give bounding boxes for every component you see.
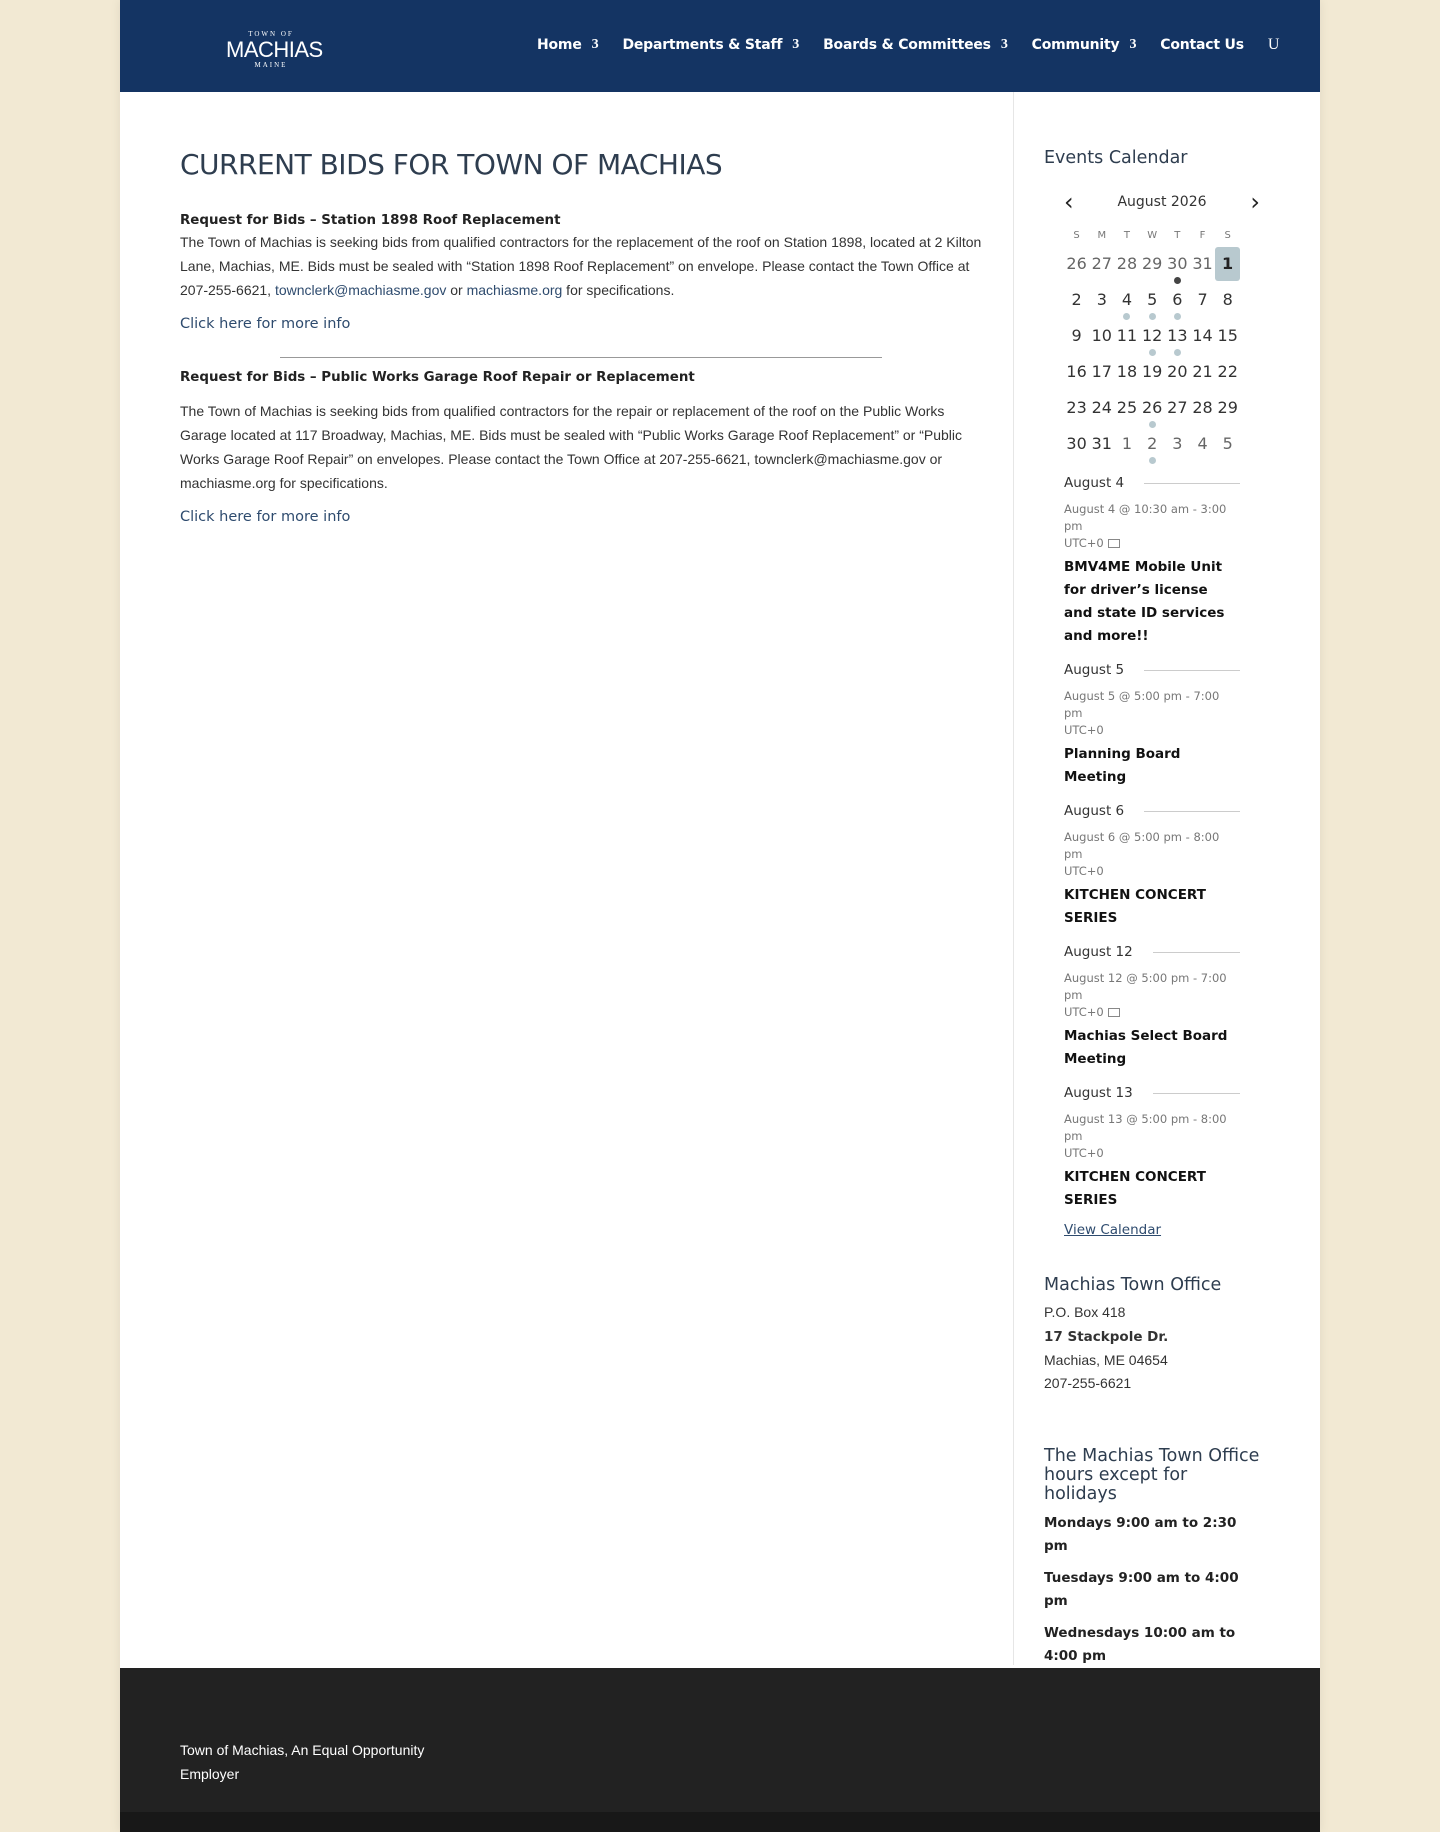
sidebar-divider (1013, 92, 1014, 1665)
day-number: 9 (1071, 326, 1082, 345)
logo-name: MACHIAS (226, 37, 323, 62)
calendar-day[interactable] (1064, 359, 1089, 389)
calendar-week (1064, 251, 1240, 277)
bid-1-body: The Town of Machias is seeking bids from qualified contractors for the replacement of the roof on Station 1898, located at 2 Kilton Lane, Machias, ME. Bids must be sealed with “Station 1898 Roof Replacement” on envelope. Please contact the Town Office at 207-255-6621, townclerk@machiasme.gov or machiasme.org for specifications. (180, 234, 982, 298)
hours-wednesday: Wednesdays 10:00 am to 4:00 pm (1044, 1625, 1236, 1664)
calendar-week (1064, 359, 1240, 385)
event-dot-icon (1174, 349, 1181, 356)
weekday-label: F (1199, 230, 1206, 241)
day-number: 29 (1141, 254, 1163, 273)
event-timezone: UTC+0 (1064, 536, 1104, 550)
day-number: 30 (1167, 254, 1188, 273)
office-info (1044, 1275, 1264, 1395)
day-number: 4 (1121, 290, 1133, 309)
chevron-down-icon: 3 (591, 37, 599, 52)
email-link[interactable]: townclerk@machiasme.gov (274, 282, 447, 298)
calendar-day[interactable] (1114, 287, 1139, 317)
calendar-heading: Events Calendar (1044, 148, 1188, 168)
day-number: 1 (1222, 254, 1234, 273)
calendar-month: August 2026 (1117, 194, 1207, 210)
day-number: 22 (1217, 362, 1238, 381)
hours-monday: Mondays 9:00 am to 2:30 pm (1044, 1515, 1237, 1554)
day-number: 18 (1116, 362, 1138, 381)
event-dot-icon (1149, 421, 1156, 428)
logo-bottom: MAINE (254, 61, 288, 69)
nav-home[interactable]: Home 3 (537, 37, 599, 53)
day-number: 27 (1091, 254, 1112, 273)
calendar-day[interactable] (1215, 287, 1240, 317)
calendar-day[interactable] (1190, 359, 1215, 389)
event-dot-icon (1123, 313, 1130, 320)
event-date-heading (1064, 944, 1240, 960)
nav-community[interactable]: Community 3 (1031, 37, 1137, 53)
event-timezone: UTC+0 (1064, 864, 1104, 878)
day-number: 11 (1116, 326, 1138, 345)
bid-2-title: Request for Bids – Public Works Garage Roof Repair or Replacement (180, 370, 695, 385)
event-dot-icon (1174, 277, 1181, 284)
bid-1 (180, 213, 982, 333)
calendar-day[interactable] (1114, 395, 1139, 425)
footer-bottom-bar (120, 1812, 1320, 1832)
event-date: August 13 (1064, 1085, 1133, 1101)
recurring-icon (1108, 539, 1120, 548)
bid-2 (180, 370, 982, 526)
calendar-day[interactable] (1165, 323, 1190, 353)
calendar-day[interactable] (1114, 359, 1139, 389)
nav-boards-committees[interactable]: Boards & Committees 3 (823, 37, 1008, 53)
event-title-link[interactable]: KITCHEN CONCERT SERIES (1064, 1169, 1206, 1208)
event-time (1064, 688, 1240, 739)
calendar-week (1064, 323, 1240, 349)
calendar-day[interactable] (1089, 287, 1114, 317)
calendar-day[interactable] (1190, 251, 1215, 281)
chevron-down-icon: 3 (1129, 37, 1137, 52)
calendar-day[interactable] (1215, 431, 1240, 461)
calendar-day[interactable] (1165, 287, 1190, 317)
hours-tuesday: Tuesdays 9:00 am to 4:00 pm (1044, 1570, 1239, 1609)
event-title-link[interactable]: Planning Board Meeting (1064, 746, 1181, 785)
view-calendar-link[interactable]: View Calendar (1064, 1222, 1162, 1238)
day-number: 30 (1066, 434, 1087, 453)
date-divider (1144, 670, 1240, 671)
office-po-box: P.O. Box 418 (1044, 1304, 1126, 1320)
day-number: 24 (1091, 398, 1112, 417)
calendar-day-today[interactable] (1215, 247, 1240, 281)
bid-1-more-link[interactable]: Click here for more info (180, 316, 351, 332)
day-number: 16 (1066, 362, 1087, 381)
event-time (1064, 970, 1240, 1021)
event-date: August 6 (1064, 803, 1125, 819)
day-number: 21 (1192, 362, 1213, 381)
weekday-label: M (1097, 230, 1107, 241)
calendar-week (1064, 395, 1240, 421)
event-dot-icon (1174, 313, 1181, 320)
site-logo[interactable] (226, 30, 323, 70)
event-item (1064, 475, 1240, 648)
weekday-label: T (1123, 230, 1131, 241)
page-title: CURRENT BIDS FOR TOWN OF MACHIAS (180, 148, 723, 181)
date-divider (1153, 952, 1240, 953)
main-nav (537, 36, 1279, 54)
event-date: August 12 (1064, 944, 1133, 960)
office-phone: 207-255-6621 (1044, 1375, 1132, 1391)
day-number: 26 (1141, 398, 1163, 417)
date-divider (1153, 1093, 1240, 1094)
calendar-day[interactable] (1089, 251, 1114, 281)
event-title-link[interactable]: KITCHEN CONCERT SERIES (1064, 887, 1206, 926)
event-item (1064, 662, 1240, 789)
day-number: 14 (1192, 326, 1213, 345)
event-item (1064, 944, 1240, 1071)
calendar-day[interactable] (1190, 431, 1215, 461)
chevron-left-icon[interactable]: ‹ (1064, 188, 1074, 216)
office-city: Machias, ME 04654 (1044, 1352, 1168, 1368)
recurring-icon (1108, 1008, 1120, 1017)
nav-contact-us[interactable]: Contact Us (1160, 37, 1244, 53)
day-number: 20 (1167, 362, 1188, 381)
event-date-heading (1064, 1085, 1240, 1101)
calendar-day[interactable] (1140, 323, 1165, 353)
day-number: 4 (1197, 434, 1208, 453)
day-number: 10 (1091, 326, 1112, 345)
calendar-day[interactable] (1089, 395, 1114, 425)
calendar-day[interactable] (1140, 431, 1165, 461)
calendar-day[interactable] (1215, 395, 1240, 425)
weekday-label: S (1073, 230, 1080, 241)
event-date-heading (1064, 662, 1240, 678)
site-footer (120, 1668, 1320, 1832)
calendar-day[interactable] (1215, 359, 1240, 389)
weekday-label: T (1174, 230, 1181, 241)
calendar-day[interactable] (1089, 323, 1114, 353)
day-number: 23 (1066, 398, 1087, 417)
event-date: August 5 (1064, 662, 1125, 678)
event-time (1064, 501, 1240, 552)
page (120, 0, 1320, 1832)
bid-2-more-link[interactable]: Click here for more info (180, 509, 351, 525)
date-divider (1144, 811, 1240, 812)
hours-heading: The Machias Town Office hours except for holidays (1044, 1446, 1260, 1504)
calendar-day[interactable] (1064, 323, 1089, 353)
day-number: 28 (1192, 398, 1213, 417)
calendar-day[interactable] (1064, 395, 1089, 425)
event-timezone: UTC+0 (1064, 1146, 1104, 1160)
event-title-link[interactable]: BMV4ME Mobile Unit for driver’s license and state ID services and more!! (1064, 559, 1225, 644)
view-calendar-wrap (1064, 1212, 1264, 1239)
bid-2-body: The Town of Machias is seeking bids from qualified contractors for the repair or replacement of the roof on the Public Works Garage located at 117 Broadway, Machias, ME. Bids must be sealed with “Public Works Garage Roof Replacement” or “Public Works Garage Roof Repair” on envelopes. Please contact the Town Office at 207-255-6621, townclerk@machiasme.gov or machiasme.org for specifications. (180, 403, 963, 491)
event-dot-icon (1149, 349, 1156, 356)
event-date: August 4 (1064, 475, 1125, 491)
day-number: 5 (1222, 434, 1233, 453)
calendar-week (1064, 431, 1240, 457)
day-number: 27 (1167, 398, 1188, 417)
event-date-heading (1064, 475, 1240, 491)
logo-top: TOWN OF (248, 30, 294, 38)
divider (280, 357, 882, 358)
calendar-day[interactable] (1140, 287, 1165, 317)
event-date-heading (1064, 803, 1240, 819)
weekday-label: S (1224, 230, 1231, 241)
day-number: 12 (1141, 326, 1163, 345)
day-number: 3 (1096, 290, 1107, 309)
calendar-day[interactable] (1064, 287, 1089, 317)
calendar-day[interactable] (1190, 323, 1215, 353)
calendar-day[interactable] (1064, 431, 1089, 461)
day-number: 2 (1071, 290, 1082, 309)
bid-1-title: Request for Bids – Station 1898 Roof Replacement (180, 213, 561, 228)
day-number: 7 (1197, 290, 1208, 309)
day-number: 15 (1217, 326, 1238, 345)
calendar-day[interactable] (1114, 431, 1139, 461)
event-time (1064, 1111, 1240, 1162)
chevron-down-icon: 3 (792, 37, 800, 52)
office-heading: Machias Town Office (1044, 1275, 1222, 1295)
calendar-day[interactable] (1190, 395, 1215, 425)
event-time-range: August 4 @ 10:30 am - 3:00 pm (1064, 502, 1227, 533)
day-number: 13 (1167, 326, 1188, 345)
weekday-row (1064, 230, 1240, 241)
chevron-right-icon[interactable]: › (1250, 188, 1260, 216)
day-number: 29 (1217, 398, 1238, 417)
event-title-link[interactable]: Machias Select Board Meeting (1064, 1028, 1228, 1067)
day-number: 6 (1172, 290, 1183, 309)
calendar-day[interactable] (1089, 359, 1114, 389)
event-timezone: UTC+0 (1064, 723, 1104, 737)
day-number: 8 (1222, 290, 1233, 309)
main-content (180, 92, 982, 526)
event-timezone: UTC+0 (1064, 1005, 1104, 1019)
event-item (1064, 803, 1240, 930)
day-number: 1 (1121, 434, 1133, 453)
calendar-header (1064, 188, 1260, 216)
search-icon[interactable]: U (1267, 36, 1280, 53)
day-number: 5 (1147, 290, 1158, 309)
chevron-down-icon: 3 (1000, 37, 1008, 52)
office-street: 17 Stackpole Dr. (1044, 1329, 1169, 1345)
day-number: 3 (1172, 434, 1183, 453)
day-number: 25 (1116, 398, 1138, 417)
calendar-day[interactable] (1114, 323, 1139, 353)
sidebar (1044, 92, 1264, 1755)
day-number: 31 (1091, 434, 1112, 453)
calendar-day[interactable] (1140, 251, 1165, 281)
event-list (1064, 475, 1240, 1212)
event-dot-icon (1149, 457, 1156, 464)
nav-departments-staff[interactable]: Departments & Staff 3 (622, 37, 800, 53)
calendar-day[interactable] (1165, 395, 1190, 425)
calendar-day[interactable] (1140, 359, 1165, 389)
event-time-range: August 5 @ 5:00 pm - 7:00 pm (1064, 689, 1220, 720)
calendar-day[interactable] (1215, 323, 1240, 353)
calendar-day[interactable] (1165, 431, 1190, 461)
calendar-day[interactable] (1165, 251, 1190, 281)
website-link[interactable]: machiasme.org (466, 282, 563, 298)
calendar-day[interactable] (1140, 395, 1165, 425)
event-item (1064, 1085, 1240, 1212)
event-dot-icon (1149, 313, 1156, 320)
event-time-range: August 6 @ 5:00 pm - 8:00 pm (1064, 830, 1220, 861)
weekday-label: W (1147, 230, 1158, 241)
calendar-grid (1064, 230, 1240, 457)
calendar-day[interactable] (1165, 359, 1190, 389)
event-time (1064, 829, 1240, 880)
day-number: 17 (1091, 362, 1112, 381)
day-number: 19 (1141, 362, 1163, 381)
day-number: 26 (1066, 254, 1087, 273)
day-number: 28 (1116, 254, 1138, 273)
day-number: 2 (1147, 434, 1158, 453)
calendar-day[interactable] (1114, 251, 1139, 281)
event-time-range: August 13 @ 5:00 pm - 8:00 pm (1064, 1112, 1227, 1143)
calendar-day[interactable] (1089, 431, 1114, 461)
calendar-day[interactable] (1190, 287, 1215, 317)
footer-text: Town of Machias, An Equal Opportunity Employer (180, 1742, 425, 1782)
day-number: 31 (1192, 254, 1213, 273)
date-divider (1144, 483, 1240, 484)
event-time-range: August 12 @ 5:00 pm - 7:00 pm (1064, 971, 1227, 1002)
calendar-week (1064, 287, 1240, 313)
site-header (120, 0, 1320, 92)
calendar-day[interactable] (1064, 251, 1089, 281)
